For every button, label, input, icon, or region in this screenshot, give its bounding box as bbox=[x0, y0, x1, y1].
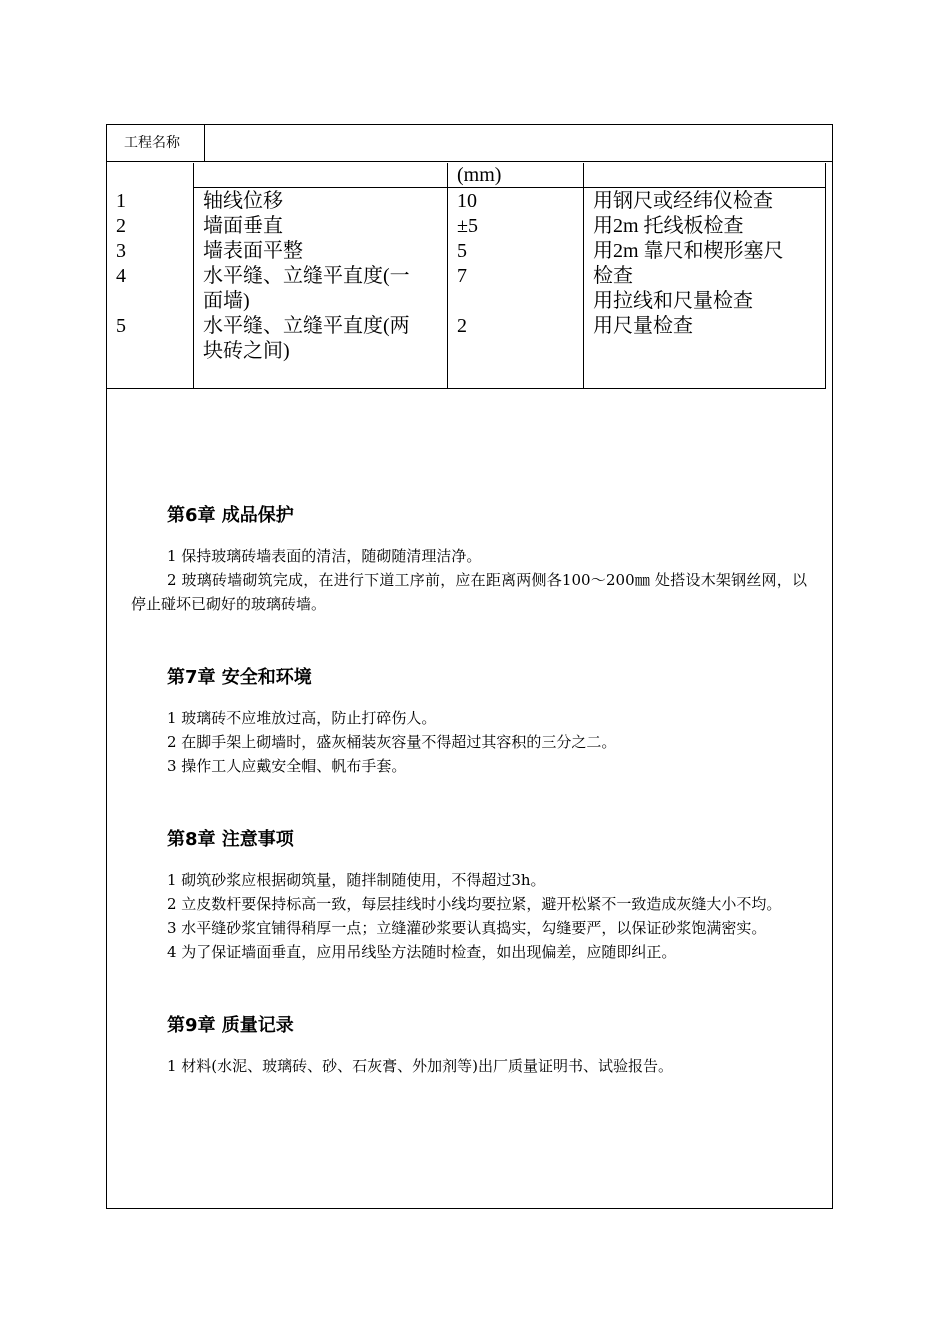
section-6 bbox=[131, 502, 807, 616]
paragraph: 2 立皮数杆要保持标高一致，每层挂线时小线均要拉紧，避开松紧不一致造成灰缝大小不均。 bbox=[167, 895, 782, 913]
row-method: 用钢尺或经纬仪检查 bbox=[593, 190, 773, 212]
unit-label: (mm) bbox=[457, 164, 502, 186]
table-col-divider bbox=[583, 163, 584, 388]
row-method: 用2m 托线板检查 bbox=[593, 215, 744, 237]
chapter-title: 第7章 安全和环境 bbox=[167, 667, 312, 688]
chapter-title: 第8章 注意事项 bbox=[167, 829, 294, 850]
col-item bbox=[203, 189, 410, 364]
section-9 bbox=[131, 1012, 807, 1078]
row-no: 1 bbox=[116, 190, 126, 212]
row-no: 3 bbox=[116, 240, 126, 262]
row-no: 4 bbox=[116, 265, 126, 287]
paragraph: 3 水平缝砂浆宜铺得稍厚一点；立缝灌砂浆要认真捣实，勾缝要严，以保证砂浆饱满密实。 bbox=[167, 919, 767, 937]
row-item: 面墙) bbox=[203, 290, 250, 312]
row-value: 10 bbox=[457, 190, 477, 212]
row-item: 墙面垂直 bbox=[203, 215, 283, 237]
row-method: 检查 bbox=[593, 265, 633, 287]
row-method: 用2m 靠尺和楔形塞尺 bbox=[593, 240, 784, 262]
paragraph: 2 玻璃砖墙砌筑完成，在进行下道工序前，应在距离两侧各100～200㎜ 处搭设木架钢丝网，以停止碰坏已砌好的玻璃砖墙。 bbox=[131, 571, 807, 613]
row-item: 墙表面平整 bbox=[203, 240, 303, 262]
section-7 bbox=[131, 664, 807, 778]
table-header-divider bbox=[193, 187, 825, 188]
row-no: 2 bbox=[116, 215, 126, 237]
row-value: 7 bbox=[457, 265, 467, 287]
row-value: ±5 bbox=[457, 215, 478, 237]
row-item: 轴线位移 bbox=[203, 190, 283, 212]
project-name-label: 工程名称 bbox=[107, 125, 205, 161]
chapter-title: 第6章 成品保护 bbox=[167, 505, 294, 526]
table-col-divider bbox=[193, 163, 194, 388]
row-item: 水平缝、立缝平直度(两 bbox=[203, 315, 410, 337]
project-name-value[interactable] bbox=[206, 125, 832, 161]
chapter-title: 第9章 质量记录 bbox=[167, 1015, 294, 1036]
document-frame bbox=[106, 124, 833, 1209]
col-no bbox=[116, 189, 126, 339]
paragraph: 1 材料(水泥、玻璃砖、砂、石灰膏、外加剂等)出厂质量证明书、试验报告。 bbox=[167, 1057, 674, 1075]
table-col-divider bbox=[447, 163, 448, 388]
document-body bbox=[131, 502, 807, 1078]
paragraph: 3 操作工人应戴安全帽、帆布手套。 bbox=[167, 757, 407, 775]
paragraph: 1 砌筑砂浆应根据砌筑量，随拌制随使用，不得超过3h。 bbox=[167, 871, 546, 889]
paragraph: 2 在脚手架上砌墙时，盛灰桶装灰容量不得超过其容积的三分之二。 bbox=[167, 733, 617, 751]
row-method: 用尺量检查 bbox=[593, 315, 693, 337]
row-no: 5 bbox=[116, 315, 126, 337]
paragraph: 1 玻璃砖不应堆放过高，防止打碎伤人。 bbox=[167, 709, 437, 727]
header-row bbox=[107, 125, 832, 162]
row-value: 2 bbox=[457, 315, 467, 337]
paragraph: 4 为了保证墙面垂直，应用吊线坠方法随时检查，如出现偏差，应随即纠正。 bbox=[167, 943, 677, 961]
paragraph: 1 保持玻璃砖墙表面的清洁，随砌随清理洁净。 bbox=[167, 547, 482, 565]
row-item: 水平缝、立缝平直度(一 bbox=[203, 265, 410, 287]
tolerance-table bbox=[107, 163, 826, 389]
row-item: 块砖之间) bbox=[203, 340, 290, 362]
section-8 bbox=[131, 826, 807, 964]
col-method bbox=[593, 189, 784, 339]
row-method: 用拉线和尺量检查 bbox=[593, 290, 753, 312]
row-value: 5 bbox=[457, 240, 467, 262]
col-value bbox=[457, 189, 478, 339]
